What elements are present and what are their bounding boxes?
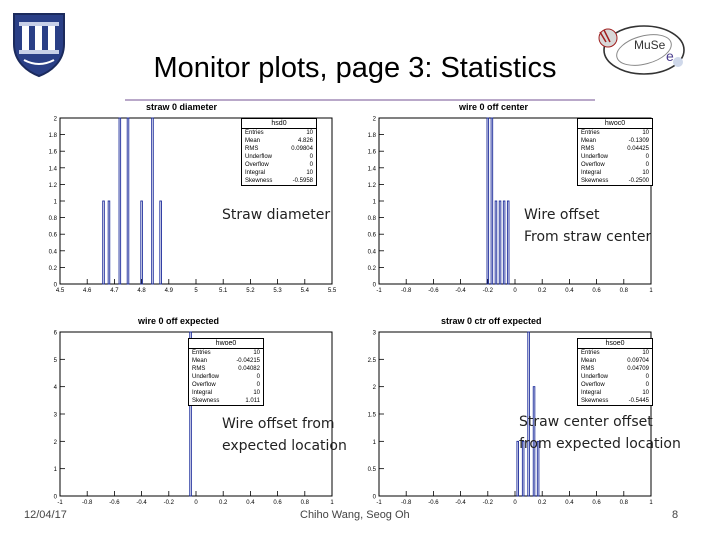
x-tick-label: 0 bbox=[513, 288, 517, 294]
x-tick-label: 5.5 bbox=[327, 288, 337, 294]
x-tick-label: -0.6 bbox=[428, 288, 439, 294]
stats-value: -0.2500 bbox=[628, 178, 649, 184]
stats-row bbox=[578, 169, 652, 177]
stats-row bbox=[242, 129, 316, 137]
plot-title: straw 0 diameter bbox=[146, 102, 218, 112]
stats-row bbox=[578, 397, 652, 405]
x-tick-label: 4.7 bbox=[110, 288, 119, 294]
y-tick-label: 1.2 bbox=[48, 182, 57, 189]
stats-row bbox=[578, 373, 652, 381]
x-tick-label: 0.2 bbox=[538, 500, 547, 506]
y-tick-label: 0.6 bbox=[48, 232, 57, 239]
x-tick-label: 0.2 bbox=[538, 288, 547, 294]
x-tick-label: 0.2 bbox=[219, 500, 228, 506]
stats-key: Entries bbox=[581, 130, 600, 136]
y-tick-label: 1 bbox=[53, 199, 57, 206]
stats-key: Overflow bbox=[581, 382, 605, 388]
stats-row bbox=[578, 381, 652, 389]
y-tick-label: 1 bbox=[53, 467, 57, 474]
y-tick-label: 3 bbox=[53, 412, 57, 419]
y-tick-label: 2 bbox=[372, 116, 376, 123]
stats-row bbox=[578, 129, 652, 137]
stats-value: 1.011 bbox=[245, 398, 260, 404]
y-tick-label: 2 bbox=[53, 439, 57, 446]
stats-value: 0.04709 bbox=[627, 366, 649, 372]
stats-key: Mean bbox=[245, 138, 261, 144]
y-tick-label: 5 bbox=[53, 357, 57, 364]
y-tick-label: 1.4 bbox=[48, 166, 57, 173]
stats-key: Overflow bbox=[245, 162, 269, 168]
plot-title: straw 0 ctr off expected bbox=[441, 316, 542, 326]
stats-box bbox=[241, 118, 317, 186]
stats-row bbox=[189, 397, 263, 405]
stats-value: 10 bbox=[642, 390, 649, 396]
stats-box bbox=[577, 338, 653, 406]
y-tick-label: 0.2 bbox=[48, 265, 57, 272]
x-tick-label: 1 bbox=[649, 288, 653, 294]
stats-key: Overflow bbox=[192, 382, 216, 388]
plot-title: wire 0 off center bbox=[459, 102, 529, 112]
stats-row bbox=[242, 161, 316, 169]
x-tick-label: 0.6 bbox=[592, 500, 601, 506]
x-tick-label: 5.2 bbox=[246, 288, 255, 294]
y-tick-label: 0.6 bbox=[367, 232, 376, 239]
caption-line: Wire offset bbox=[524, 207, 600, 223]
stats-row bbox=[578, 357, 652, 365]
x-tick-label: -1 bbox=[376, 288, 382, 294]
x-tick-label: 0 bbox=[513, 500, 517, 506]
stats-value: 0.04425 bbox=[627, 146, 649, 152]
y-tick-label: 0.4 bbox=[367, 249, 376, 256]
y-tick-label: 3 bbox=[372, 330, 376, 337]
stats-value: 0 bbox=[256, 374, 260, 380]
stats-row bbox=[242, 137, 316, 145]
stats-key: RMS bbox=[245, 146, 259, 152]
stats-value: -0.5958 bbox=[292, 178, 313, 184]
x-tick-label: 0.4 bbox=[246, 500, 255, 506]
stats-key: RMS bbox=[581, 146, 595, 152]
stats-key: Skewness bbox=[192, 398, 220, 404]
plot-straw-diameter bbox=[38, 102, 338, 300]
stats-row bbox=[189, 389, 263, 397]
x-tick-label: -0.4 bbox=[455, 288, 466, 294]
y-tick-label: 1.4 bbox=[367, 166, 376, 173]
stats-key: Underflow bbox=[192, 374, 220, 380]
stats-row bbox=[189, 373, 263, 381]
y-tick-label: 1 bbox=[372, 199, 376, 206]
stats-box bbox=[577, 118, 653, 186]
x-tick-label: 0.8 bbox=[300, 500, 309, 506]
y-tick-label: 1 bbox=[372, 439, 376, 446]
stats-value: -0.5445 bbox=[628, 398, 649, 404]
y-tick-label: 1.5 bbox=[367, 412, 376, 419]
caption-line: Straw diameter bbox=[222, 207, 331, 223]
stats-key: Mean bbox=[581, 358, 597, 364]
x-tick-label: -0.2 bbox=[482, 288, 493, 294]
stats-key: RMS bbox=[192, 366, 206, 372]
stats-row bbox=[189, 357, 263, 365]
stats-key: Integral bbox=[581, 170, 602, 176]
stats-key: Entries bbox=[581, 350, 600, 356]
x-tick-label: 5.1 bbox=[219, 288, 228, 294]
stats-value: -0.04215 bbox=[236, 358, 260, 364]
plot-wire-off-center bbox=[357, 102, 657, 300]
x-tick-label: 4.6 bbox=[83, 288, 92, 294]
stats-value: 10 bbox=[642, 350, 649, 356]
muse-logo-text: MuSe bbox=[634, 38, 666, 52]
stats-row bbox=[189, 349, 263, 357]
y-tick-label: 4 bbox=[53, 385, 57, 392]
stats-value: 10 bbox=[642, 170, 649, 176]
y-tick-label: 2 bbox=[372, 385, 376, 392]
stats-row bbox=[578, 365, 652, 373]
y-tick-label: 0.8 bbox=[367, 216, 376, 223]
y-tick-label: 2.5 bbox=[367, 357, 376, 364]
stats-key: Underflow bbox=[581, 374, 609, 380]
stats-value: -0.1309 bbox=[628, 138, 649, 144]
stats-key: Underflow bbox=[245, 154, 273, 160]
stats-value: 10 bbox=[253, 350, 260, 356]
plot-title: wire 0 off expected bbox=[138, 316, 220, 326]
caption-line: expected location bbox=[222, 438, 347, 454]
x-tick-label: 0.6 bbox=[592, 288, 601, 294]
y-tick-label: 6 bbox=[53, 330, 57, 337]
stats-value: 10 bbox=[306, 170, 313, 176]
y-tick-label: 0.2 bbox=[367, 265, 376, 272]
stats-key: Integral bbox=[192, 390, 213, 396]
stats-value: 10 bbox=[642, 130, 649, 136]
x-tick-label: -0.4 bbox=[455, 500, 466, 506]
stats-row bbox=[578, 177, 652, 185]
stats-row bbox=[578, 137, 652, 145]
page-number: 8 bbox=[672, 509, 679, 521]
stats-key: Integral bbox=[245, 170, 266, 176]
y-tick-label: 1.8 bbox=[48, 133, 57, 140]
x-tick-label: -0.6 bbox=[109, 500, 120, 506]
stats-key: Integral bbox=[581, 390, 602, 396]
x-tick-label: 4.5 bbox=[55, 288, 65, 294]
x-tick-label: 1 bbox=[649, 500, 653, 506]
stats-value: 0.09804 bbox=[291, 146, 313, 152]
caption-straw-diameter bbox=[222, 204, 330, 226]
stats-box-name: hsoe0 bbox=[578, 339, 652, 349]
stats-key: Entries bbox=[192, 350, 211, 356]
y-tick-label: 0 bbox=[372, 494, 376, 501]
x-tick-label: 0.8 bbox=[619, 288, 628, 294]
x-tick-label: -1 bbox=[57, 500, 63, 506]
x-tick-label: -0.8 bbox=[82, 500, 93, 506]
footer-date: 12/04/17 bbox=[24, 509, 67, 521]
x-tick-label: 5 bbox=[194, 288, 198, 294]
stats-key: Skewness bbox=[245, 178, 273, 184]
x-tick-label: 0.6 bbox=[273, 500, 282, 506]
caption-line: From straw center bbox=[524, 229, 652, 245]
x-tick-label: 4.9 bbox=[164, 288, 173, 294]
stats-value: 0.09704 bbox=[627, 358, 649, 364]
stats-row bbox=[189, 365, 263, 373]
x-tick-label: 1 bbox=[330, 500, 334, 506]
x-tick-label: 4.8 bbox=[137, 288, 146, 294]
stats-row bbox=[189, 381, 263, 389]
stats-box bbox=[188, 338, 264, 406]
slide-title: Monitor plots, page 3: Statistics bbox=[153, 52, 557, 84]
y-tick-label: 0.5 bbox=[367, 467, 376, 474]
caption-straw-center-offset bbox=[519, 411, 681, 455]
y-tick-label: 1.6 bbox=[48, 149, 57, 156]
x-tick-label: -0.4 bbox=[136, 500, 147, 506]
y-tick-label: 0 bbox=[372, 282, 376, 289]
x-tick-label: -0.2 bbox=[163, 500, 174, 506]
stats-row bbox=[242, 145, 316, 153]
x-tick-label: -1 bbox=[376, 500, 382, 506]
stats-row bbox=[578, 153, 652, 161]
stats-box-name: hwoc0 bbox=[578, 119, 652, 129]
stats-key: Overflow bbox=[581, 162, 605, 168]
footer-author: Chiho Wang, Seog Oh bbox=[300, 509, 410, 521]
stats-key: Mean bbox=[581, 138, 597, 144]
stats-value: 0.04082 bbox=[238, 366, 260, 372]
stats-row bbox=[578, 161, 652, 169]
y-tick-label: 0 bbox=[53, 494, 57, 501]
stats-key: Mean bbox=[192, 358, 208, 364]
stats-value: 10 bbox=[306, 130, 313, 136]
x-tick-label: 0.4 bbox=[565, 288, 574, 294]
stats-value: 0 bbox=[645, 382, 649, 388]
stats-row bbox=[242, 153, 316, 161]
stats-value: 0 bbox=[309, 154, 313, 160]
stats-value: 0 bbox=[256, 382, 260, 388]
y-tick-label: 1.8 bbox=[367, 133, 376, 140]
stats-row bbox=[242, 169, 316, 177]
caption-wire-offset-center bbox=[524, 204, 651, 248]
stats-box-name: hsd0 bbox=[242, 119, 316, 129]
stats-row bbox=[578, 145, 652, 153]
stats-key: RMS bbox=[581, 366, 595, 372]
x-tick-label: 5.4 bbox=[300, 288, 309, 294]
caption-line: Straw center offset bbox=[519, 414, 653, 430]
y-tick-label: 0.4 bbox=[48, 249, 57, 256]
y-tick-label: 1.6 bbox=[367, 149, 376, 156]
y-tick-label: 0.8 bbox=[48, 216, 57, 223]
stats-key: Skewness bbox=[581, 178, 609, 184]
y-tick-label: 1.2 bbox=[367, 182, 376, 189]
stats-key: Underflow bbox=[581, 154, 609, 160]
stats-value: 0 bbox=[645, 162, 649, 168]
caption-wire-offset-expected bbox=[222, 413, 347, 457]
stats-row bbox=[242, 177, 316, 185]
muse-logo-e: e bbox=[666, 48, 674, 64]
x-tick-label: 0 bbox=[194, 500, 198, 506]
title-underline bbox=[125, 99, 595, 101]
y-tick-label: 2 bbox=[53, 116, 57, 123]
stats-value: 0 bbox=[645, 154, 649, 160]
stats-key: Entries bbox=[245, 130, 264, 136]
stats-box-name: hwoe0 bbox=[189, 339, 263, 349]
x-tick-label: -0.6 bbox=[428, 500, 439, 506]
stats-row bbox=[578, 349, 652, 357]
y-tick-label: 0 bbox=[53, 282, 57, 289]
x-tick-label: -0.8 bbox=[401, 500, 412, 506]
caption-line: from expected location bbox=[519, 436, 681, 452]
stats-key: Skewness bbox=[581, 398, 609, 404]
x-tick-label: 0.8 bbox=[619, 500, 628, 506]
stats-value: 0 bbox=[645, 374, 649, 380]
x-tick-label: 5.3 bbox=[273, 288, 282, 294]
x-tick-label: -0.2 bbox=[482, 500, 493, 506]
stats-row bbox=[578, 389, 652, 397]
caption-line: Wire offset from bbox=[222, 416, 335, 432]
stats-value: 10 bbox=[253, 390, 260, 396]
x-tick-label: -0.8 bbox=[401, 288, 412, 294]
stats-value: 0 bbox=[309, 162, 313, 168]
x-tick-label: 0.4 bbox=[565, 500, 574, 506]
stats-value: 4.826 bbox=[297, 138, 313, 144]
